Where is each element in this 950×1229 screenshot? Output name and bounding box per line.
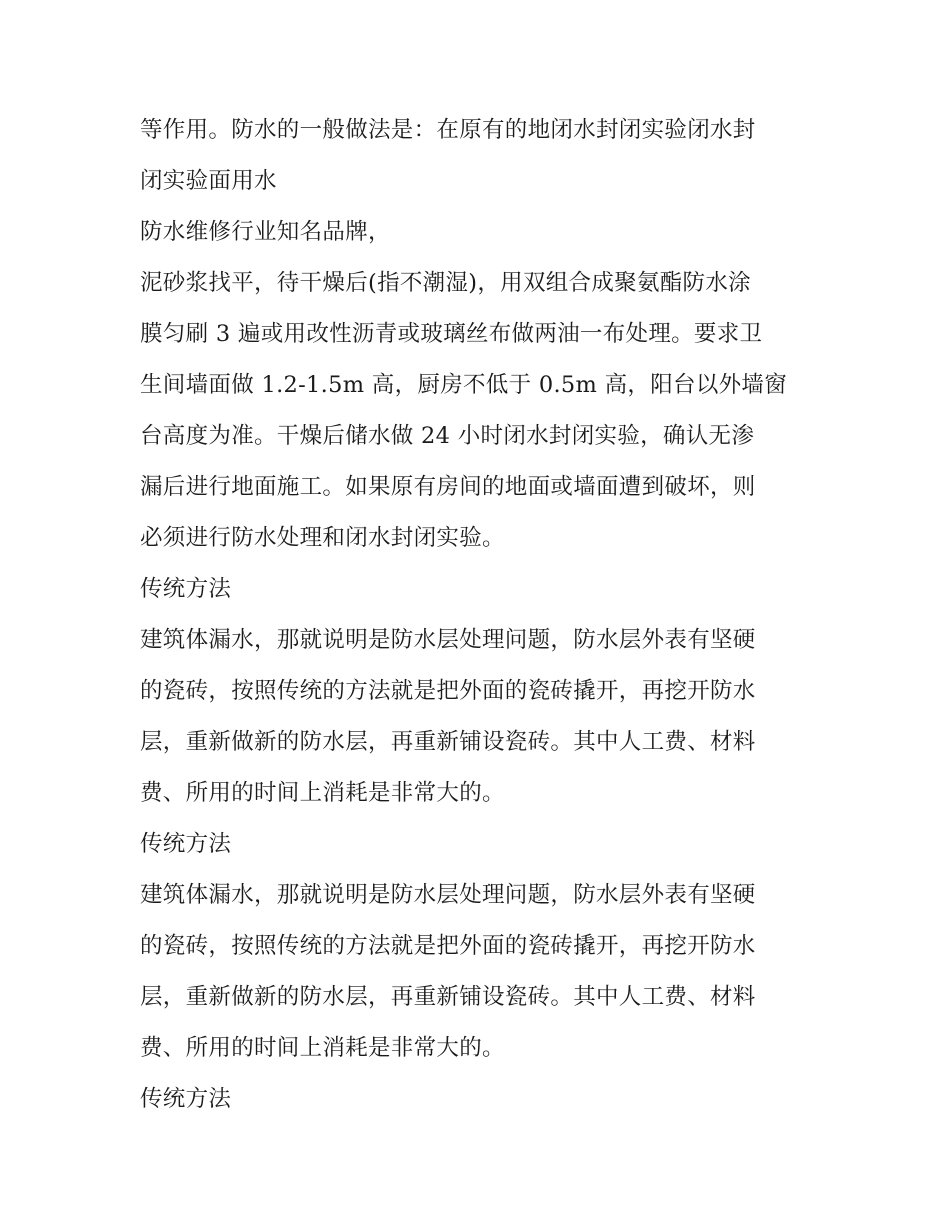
text-line: 膜匀刷 3 遍或用改性沥青或玻璃丝布做两油一布处理。要求卫 <box>140 321 763 347</box>
text-line: 费、所用的时间上消耗是非常大的。 <box>140 1035 505 1061</box>
text-line: 漏后进行地面施工。如果原有房间的地面或墙面遭到破坏，则 <box>140 474 756 500</box>
text-line: 生间墙面做 1.2-1.5m 高，厨房不低于 0.5m 高，阳台以外墙窗 <box>140 372 788 398</box>
text-line: 建筑体漏水，那就说明是防水层处理问题，防水层外表有坚硬 <box>140 882 756 908</box>
text-line: 的瓷砖，按照传统的方法就是把外面的瓷砖撬开，再挖开防水 <box>140 933 756 959</box>
text-line: 泥砂浆找平，待干燥后(指不潮湿)，用双组合成聚氨酯防水涂 <box>140 270 751 296</box>
text-line: 层，重新做新的防水层，再重新铺设瓷砖。其中人工费、材料 <box>140 984 756 1010</box>
document-page <box>140 105 820 1125</box>
text-line: 的瓷砖，按照传统的方法就是把外面的瓷砖撬开，再挖开防水 <box>140 678 756 704</box>
text-line: 防水维修行业知名品牌， <box>140 219 391 245</box>
section-heading: 传统方法 <box>140 1086 232 1112</box>
text-line: 等作用。防水的一般做法是：在原有的地闭水封闭实验闭水封 <box>140 117 756 143</box>
text-line: 建筑体漏水，那就说明是防水层处理问题，防水层外表有坚硬 <box>140 627 756 653</box>
section-heading: 传统方法 <box>140 576 232 602</box>
text-line: 层，重新做新的防水层，再重新铺设瓷砖。其中人工费、材料 <box>140 729 756 755</box>
section-heading: 传统方法 <box>140 831 232 857</box>
text-line: 闭实验面用水 <box>140 168 277 194</box>
text-line: 必须进行防水处理和闭水封闭实验。 <box>140 525 505 551</box>
text-line: 台高度为准。干燥后储水做 24 小时闭水封闭实验，确认无渗 <box>140 423 755 449</box>
text-line: 费、所用的时间上消耗是非常大的。 <box>140 780 505 806</box>
